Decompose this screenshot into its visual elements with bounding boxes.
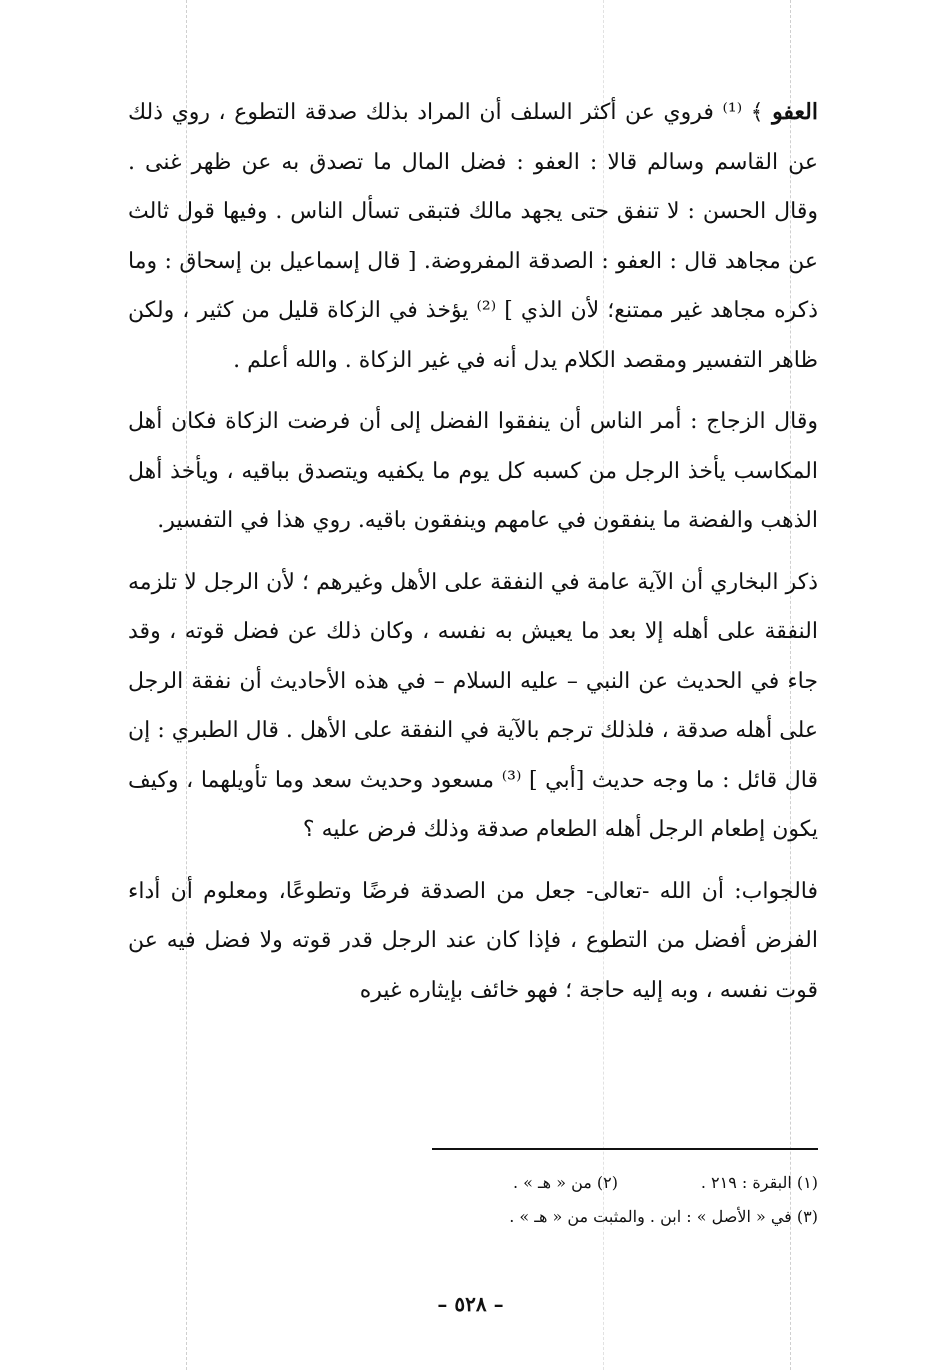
footnote-row-1: [128, 1166, 818, 1200]
paragraph-1: [128, 88, 818, 385]
footnote-row-2: [128, 1200, 818, 1234]
paragraph-4-text: فالجواب: أن الله -تعالى- جعل من الصدقة فرضًا وتطوعًا، ومعلوم أن أداء الفرض أفضل من التطوع ، فإذا كان عند الرجل قدر قوته ولا فضل فيه عن قوت نفسه ، وبه إليه حاجة ؛ فهو خائف بإيثاره غيره: [128, 878, 818, 1003]
footnotes: [128, 1166, 818, 1234]
paragraph-1-text: ﴾ ⁽¹⁾ فروي عن أكثر السلف أن المراد بذلك صدقة التطوع ، روي ذلك عن القاسم وسالم قالا : العفو : فضل المال ما تصدق به عن ظهر غنى . وقال الحسن : لا تنفق حتى يجهد مالك فتبقى تسأل الناس . وفيها قول ثالث عن مجاهد قال : العفو : الصدقة المفروضة. [ قال إسماعيل بن إسحاق : وما ذكره مجاهد غير ممتنع؛ لأن الذي ] ⁽²⁾ يؤخذ في الزكاة قليل من كثير ، ولكن ظاهر التفسير ومقصد الكلام يدل أنه في غير الزكاة . والله أعلم .: [128, 100, 819, 373]
paragraph-3: [128, 558, 818, 855]
page-body: [128, 88, 818, 1027]
paragraph-4: [128, 867, 818, 1016]
paragraph-3-text: ذكر البخاري أن الآية عامة في النفقة على الأهل وغيرهم ؛ لأن الرجل لا تلزمه النفقة على أهله إلا بعد ما يعيش به نفسه ، وكان ذلك عن فضل قوته ، وقد جاء في الحديث عن النبي – عليه السلام – في هذه الأحاديث أن نفقة الرجل على أهله صدقة ، فلذلك ترجم بالآية في النفقة على الأهل . قال الطبري : إن قال قائل : ما وجه حديث [أبي ] ⁽³⁾ مسعود وحديث سعد وما تأويلهما ، وكيف يكون إطعام الرجل أهله الطعام صدقة وذلك فرض عليه ؟: [128, 569, 819, 842]
paragraph-1-lead-word: العفو: [772, 99, 818, 125]
paragraph-2: [128, 397, 818, 546]
page-number: – ٥٢٨ –: [437, 1292, 504, 1316]
footnote-3: (٣) في « الأصل » : ابن . والمثبت من « هـ » .: [509, 1207, 818, 1226]
footnote-1: (١) البقرة : ٢١٩ .: [700, 1173, 818, 1192]
footnote-separator: [432, 1148, 818, 1150]
footnote-2: (٢) من « هـ » .: [512, 1173, 618, 1192]
paragraph-2-text: وقال الزجاج : أمر الناس أن ينفقوا الفضل إلى أن فرضت الزكاة فكان أهل المكاسب يأخذ الرجل من كسبه كل يوم ما يكفيه ويتصدق بباقيه ، ويأخذ أهل الذهب والفضة ما ينفقون في عامهم وينفقون باقيه. روي هذا في التفسير.: [128, 409, 818, 533]
